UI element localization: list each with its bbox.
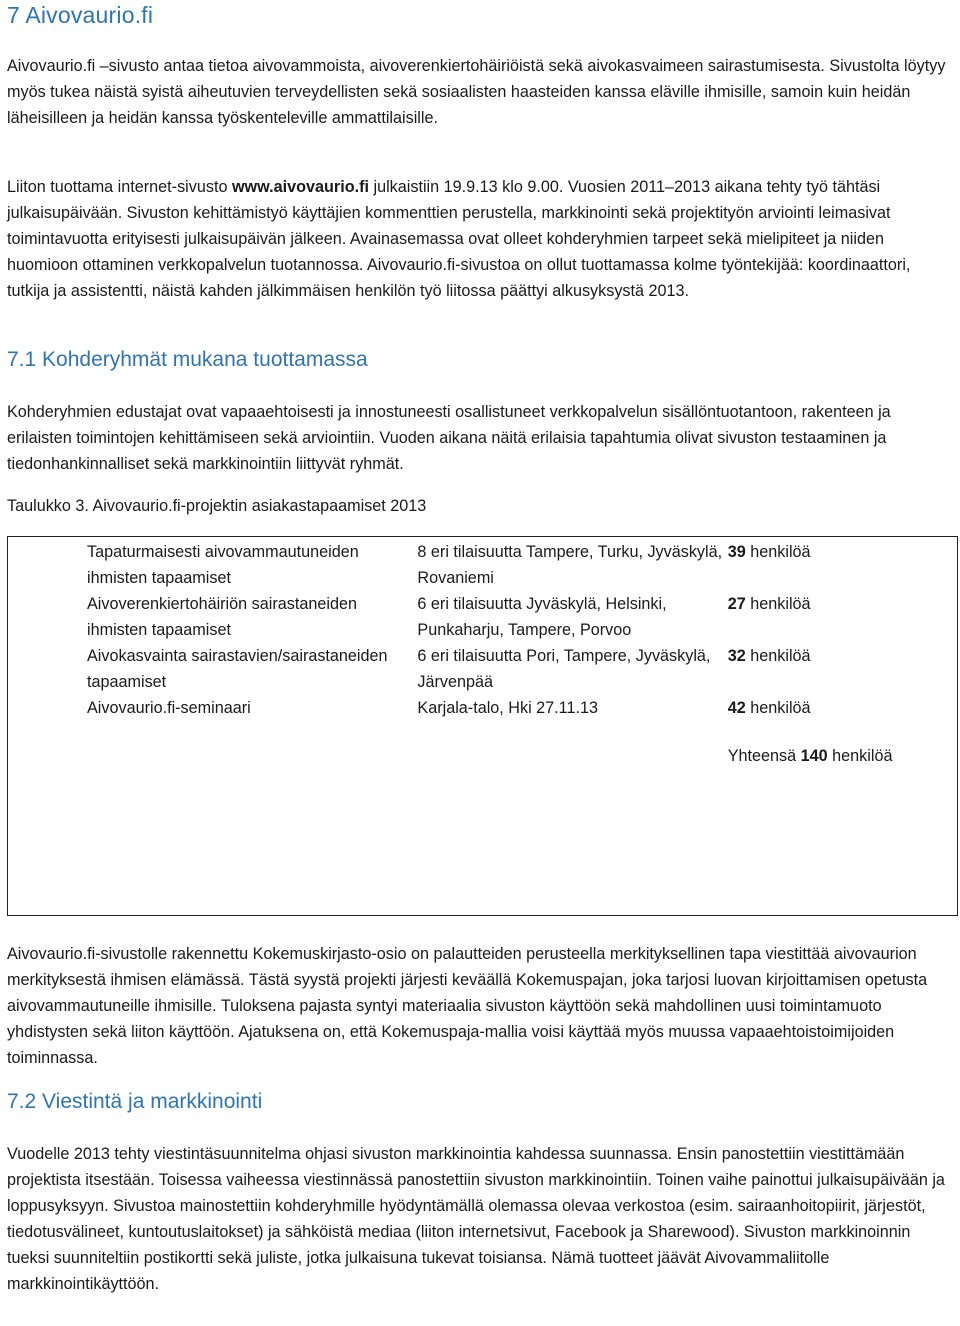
count-value: 42 <box>727 699 746 717</box>
total-unit: henkilöä <box>827 747 893 765</box>
launch-text-b: julkaistiin 19.9.13 klo 9.00. Vuosien 2011–2013 aikana tehty työ tähtäsi julkaisupäivään. Sivuston kehittämistyö käyttäjien kommenttien perustella, markkinointi sekä projektityön arviointi leimasivat toimintavuotta erityisesti julkaisupäivän jälkeen. Avainasemassa ovat olleet kohderyhmien tarpeet sekä mielipiteet ja niiden huomioon ottaminen verkkopalvelun tuotannossa. Aivovaurio.fi-sivustoa on ollut tuottamassa kolme työntekijää: koordinaattori, tutkija ja assistentti, näistä kahden jälkimmäisen henkilön työ liitossa päättyi alkusyksystä 2013. <box>7 178 911 300</box>
count-unit: henkilöä <box>745 647 811 665</box>
count-value: 32 <box>727 647 746 665</box>
table-total-row <box>7 721 958 769</box>
table-caption: Taulukko 3. Aivovaurio.fi-projektin asiakastapaamiset 2013 <box>7 497 427 515</box>
section-7-2-paragraph: Vuodelle 2013 tehty viestintäsuunnitelma ohjasi sivuston markkinointia kahdessa suunnassa. Ensin panostettiin viestittämään projektista itsestään. Toisessa vaiheessa viestinnässä panostettiin sivuston markkinointiin. Toinen vaihe painottui julkaisupäivään ja loppusyksyyn. Sivustoa mainostettiin kohderyhmille hyödyntämällä olemassa olevaa verkostoa (esim. sairaanhoitopiirit, järjestöt, tiedotusvälineet, kuntoutuslaitokset) ja sähköistä mediaa (liiton internetsivut, Facebook ja Sharewood). Sivuston markkinoinnin tueksi suunniteltiin postikortti sekä juliste, jotka julkaisuna tukevat toisiansa. Nämä tuotteet jäävät Aivovammaliitolle markkinointikäyttöön. <box>7 1145 945 1293</box>
section-heading-7-2: 7.2 Viestintä ja markkinointi <box>7 1090 263 1113</box>
table-row <box>7 643 958 695</box>
launch-paragraph <box>7 174 953 304</box>
section-heading-7-1: 7.1 Kohderyhmät mukana tuottamassa <box>7 348 368 371</box>
meetings-table <box>7 536 958 769</box>
launch-text-a: Liiton tuottama internet-sivusto <box>7 178 232 196</box>
table-cell-where: 8 eri tilaisuutta Tampere, Turku, Jyväskylä, Rovaniemi <box>417 543 723 587</box>
table-cell-what: Tapaturmaisesti aivovammautuneiden ihmisten tapaamiset <box>87 543 359 587</box>
section-7-1-paragraph: Kohderyhmien edustajat ovat vapaaehtoisesti ja innostuneesti osallistuneet verkkopalvelun sisällöntuotantoon, rakenteen ja erilaisten toimintojen kehittämiseen sekä arviointiin. Vuoden aikana näitä erilaisia tapahtumia olivat sivuston testaaminen ja tiedonhankinnalliset sekä markkinointiin liittyvät ryhmät. <box>7 403 891 473</box>
table-row <box>7 536 958 591</box>
total-label: Yhteensä <box>727 747 801 765</box>
table-cell-what: Aivokasvainta sairastavien/sairastaneiden tapaamiset <box>87 647 388 691</box>
table-cell-where: Karjala-talo, Hki 27.11.13 <box>417 699 598 717</box>
website-link[interactable]: www.aivovaurio.fi <box>231 178 369 196</box>
count-unit: henkilöä <box>745 543 811 561</box>
table-cell-count <box>728 695 958 721</box>
total-count: 140 <box>800 747 828 765</box>
kokemuskirjasto-paragraph: Aivovaurio.fi-sivustolle rakennettu Kokemuskirjasto-osio on palautteiden perusteella merkityksellinen tapa viestittää aivovaurion merkityksestä ihmisen elämässä. Tästä syystä projekti järjesti keväällä Kokemuspajan, joka tarjosi luovan kirjoittamisen opetusta aivovammautuneille ihmisille. Tuloksena pajasta syntyi materiaalia sivuston käyttöön sekä mahdollinen uusi toimintamuoto yhdistysten sekä liiton käyttöön. Ajatuksena on, että Kokemuspaja-mallia voisi käyttää myös muussa vapaaehtoistoimijoiden toiminnassa. <box>7 945 928 1067</box>
table-cell-count <box>728 536 958 591</box>
count-unit: henkilöä <box>745 699 811 717</box>
table-cell-where: 6 eri tilaisuutta Pori, Tampere, Jyväskylä, Järvenpää <box>417 647 711 691</box>
count-value: 39 <box>727 543 746 561</box>
table-row <box>7 591 958 643</box>
intro-paragraph: Aivovaurio.fi –sivusto antaa tietoa aivovammoista, aivoverenkiertohäiriöistä sekä aivokasvaimeen sairastumisesta. Sivustolta löytyy myös tukea näistä syistä aiheutuvien terveydellisten sekä sosiaalisten haasteiden kanssa eläville ihmisille, samoin kuin heidän läheisilleen ja heidän kanssa työskenteleville ammattilaisille. <box>7 57 946 127</box>
table-cell-count <box>728 591 958 643</box>
count-unit: henkilöä <box>745 595 811 613</box>
page-title: 7 Aivovaurio.fi <box>7 2 154 28</box>
table-cell-where: 6 eri tilaisuutta Jyväskylä, Helsinki, Punkaharju, Tampere, Porvoo <box>417 595 667 639</box>
table-row <box>7 695 958 721</box>
table-cell-count <box>728 643 958 695</box>
table-cell-what: Aivovaurio.fi-seminaari <box>87 699 251 717</box>
table-total <box>728 721 958 769</box>
table-cell-what: Aivoverenkiertohäiriön sairastaneiden ihmisten tapaamiset <box>87 595 357 639</box>
count-value: 27 <box>727 595 746 613</box>
